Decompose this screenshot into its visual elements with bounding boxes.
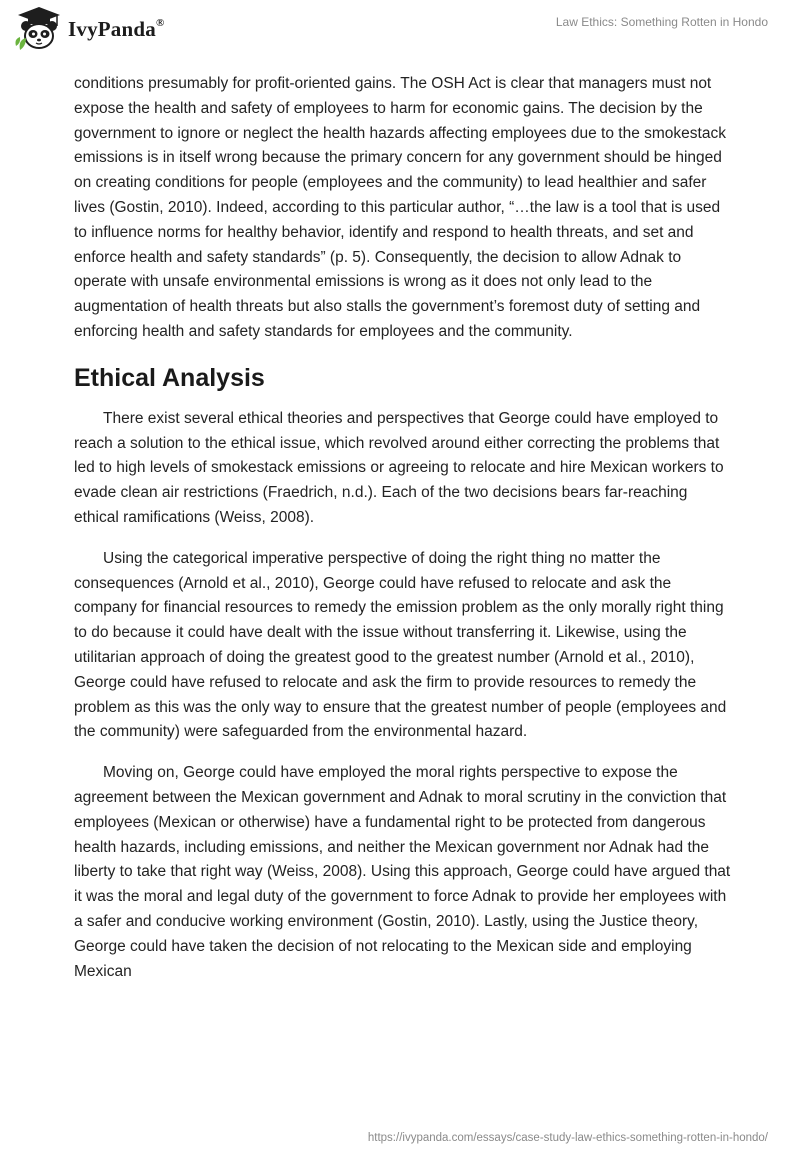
document-title: Law Ethics: Something Rotten in Hondo xyxy=(555,15,768,29)
section-heading-ethical-analysis: Ethical Analysis xyxy=(74,363,265,392)
paragraph-ethical-theories: There exist several ethical theories and perspectives that George could have employed to reach a solution to the ethical issue, which revolved around either correcting the problems that led to high levels of smokestack emissions or agreeing to relocate and hire Mexican workers to evade clean air restrictions (Fraedrich, n.d.). Each of the two decisions bears far-reaching ethical ramifications (Weiss, 2008). xyxy=(74,409,724,526)
source-url[interactable]: https://ivypanda.com/essays/case-study-law-ethics-something-rotten-in-hondo/ xyxy=(367,1132,768,1144)
paragraph-moral-rights-justice: Moving on, George could have employed the moral rights perspective to expose the agreement between the Mexican government and Adnak to moral scrutiny in the conviction that employees (Mexican or otherwise) have a fundamental right to be protected from dangerous health hazards, including emissions, and neither the Mexican government nor Adnak had the liberty to take that right way (Weiss, 2008). Using this approach, George could have argued that it was the moral and legal duty of the government to force Adnak to provide her employees with a safer and conducive working environment (Gostin, 2010). Lastly, using the Justice theory, George could have taken the decision of not relocating to the Mexican side and employing Mexican xyxy=(74,764,731,980)
page-header xyxy=(0,0,800,60)
paragraph-categorical-utilitarian: Using the categorical imperative perspective of doing the right thing no matter the consequences (Arnold et al., 2010), George could have refused to relocate and ask the company for financial resources to remedy the emission problem as the only morally right thing to do because it could have dealt with the issue without transferring it. Likewise, using the utilitarian approach of doing the greatest good to the greatest number (Arnold et al., 2010), George could have refused to relocate and ask the firm to provide resources to remedy the problem as this was the only way to ensure that the greatest number of people (employees and the community) were safeguarded from the environmental hazard. xyxy=(74,549,727,741)
essay-body xyxy=(74,72,734,1000)
ivypanda-logo[interactable] xyxy=(14,6,164,52)
logo-wordmark: IvyPanda® xyxy=(68,16,165,41)
panda-graduate-icon xyxy=(14,6,64,52)
paragraph-intro: conditions presumably for profit-oriented gains. The OSH Act is clear that managers must not expose the health and safety of employees to harm for economic gains. The decision by the government to ignore or neglect the health hazards affecting employees due to the smokestack emissions is in itself wrong because the primary concern for any government should be hinged on creating conditions for people (employees and the community) to lead healthier and safer lives (Gostin, 2010). Indeed, according to this particular author, “…the law is a tool that is used to influence norms for healthy behavior, identify and respond to health threats, and set and enforce health and safety standards” (p. 5). Consequently, the decision to allow Adnak to operate with unsafe environmental emissions is wrong as it does not only lead to the augmentation of health threats but also stalls the government’s foremost duty of setting and enforcing health and safety standards for employees and the community. xyxy=(74,75,726,340)
